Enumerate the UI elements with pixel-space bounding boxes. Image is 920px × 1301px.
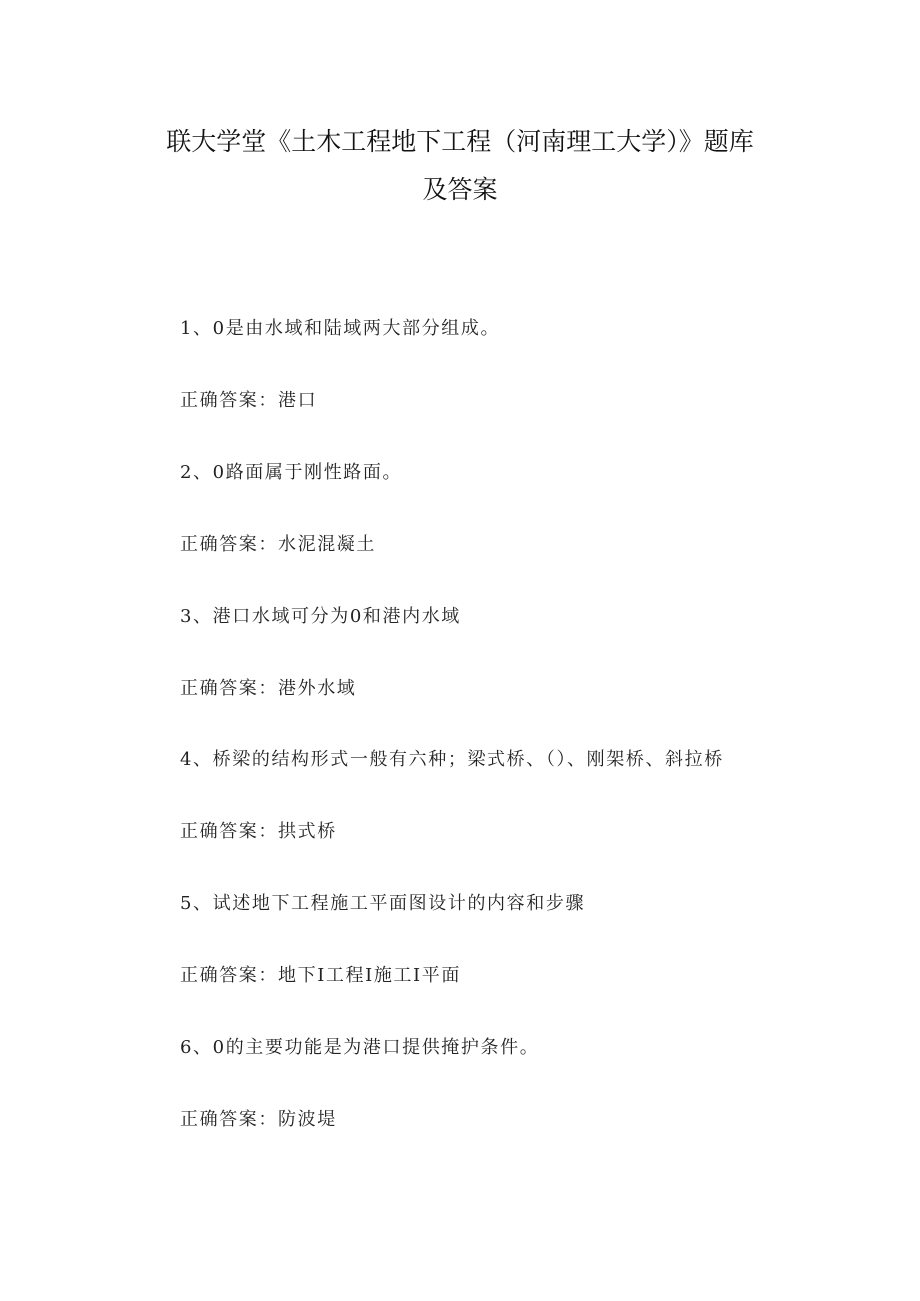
document-title-line-1: 联大学堂《土木工程地下工程（河南理工大学）》题库 bbox=[166, 127, 754, 156]
answer-4: 正确答案：拱式桥 bbox=[180, 821, 337, 842]
question-5: 5、试述地下工程施工平面图设计的内容和步骤 bbox=[180, 893, 586, 914]
answer-1: 正确答案：港口 bbox=[180, 390, 318, 411]
answer-3: 正确答案：港外水域 bbox=[180, 678, 357, 699]
answer-5: 正确答案：地下I工程I施工I平面 bbox=[180, 965, 461, 986]
question-2: 2、0路面属于刚性路面。 bbox=[180, 462, 403, 483]
question-3: 3、港口水域可分为0和港内水域 bbox=[180, 606, 461, 627]
document-title-line-2: 及答案 bbox=[422, 175, 498, 204]
answer-6: 正确答案：防波堤 bbox=[180, 1109, 337, 1130]
question-4: 4、桥梁的结构形式一般有六种；梁式桥、（）、刚架桥、斜拉桥 bbox=[180, 749, 724, 770]
answer-2: 正确答案：水泥混凝土 bbox=[180, 534, 376, 555]
question-6: 6、0的主要功能是为港口提供掩护条件。 bbox=[180, 1037, 540, 1058]
question-1: 1、0是由水域和陆域两大部分组成。 bbox=[180, 318, 501, 339]
